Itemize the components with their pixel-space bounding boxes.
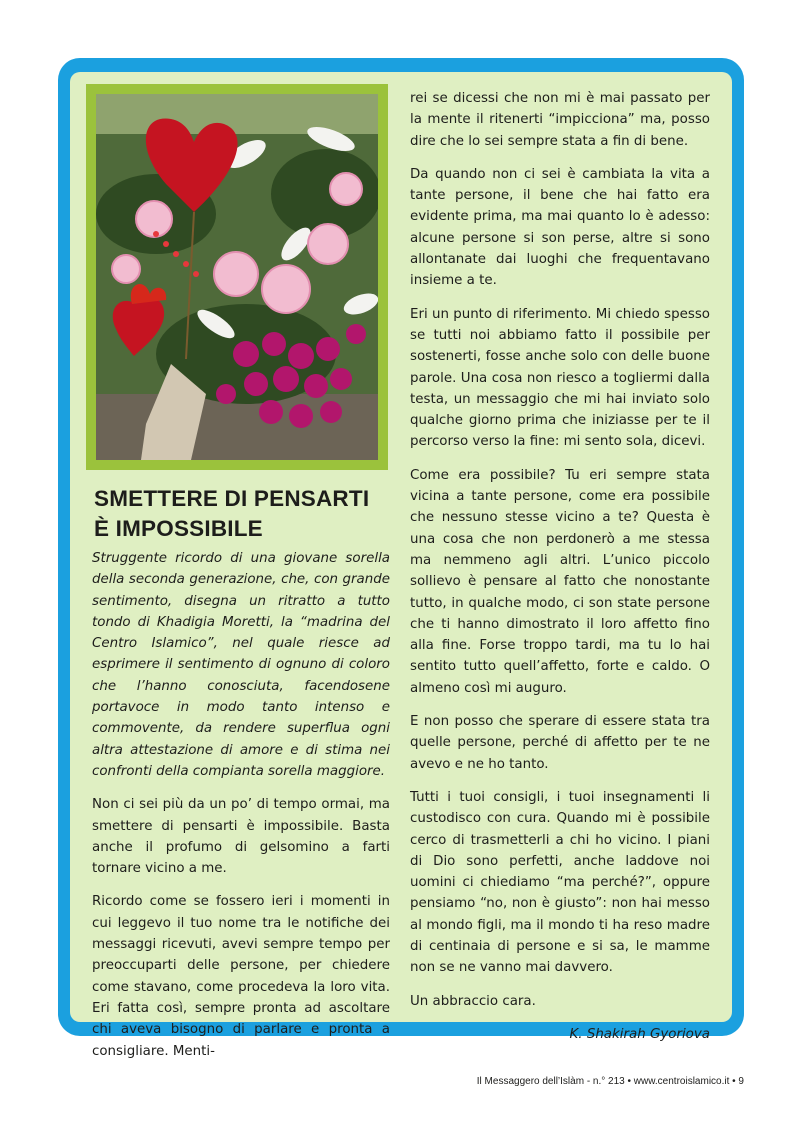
author-signature: K. Shakirah Gyoriova: [569, 1026, 710, 1042]
article-title: [94, 484, 394, 544]
flowers-heart-image: [96, 94, 378, 460]
body-paragraph: Come era possibile? Tu eri sempre stata vicina a tante persone, come era possibile che nessuno stesse vicino a te? Questa è una cosa che non perdonerò a me stessa ma nemmeno agli altri. L’unico piccolo sollievo è pensare al fatto che nonostante tutto, in qualche modo, ci son state persone che ti hanno dimostrato il loro affetto fino alla fine. Forse troppo tardi, ma tu lo hai sentito tutto quell’affetto, forte e caldo. O almeno così mi auguro.: [410, 467, 710, 696]
page-footer: Il Messaggero dell’Islàm - n.° 213 • www.centroislamico.it • 9: [476, 1076, 744, 1087]
article-lead: Struggente ricordo di una giovane sorella della seconda generazione, che, con grande sentimento, disegna un ritratto a tutto tondo di Khadigia Moretti, la “madrina del Centro Islamico”, nel quale riesce ad esprimere il sentimento di ognuno di coloro che l’hanno conosciuta, facendosene portavoce in modo tanto intenso e commovente, da rendere superflua ogni altra attestazione di amore e di stima nei confronti della compianta sorella maggiore.: [92, 551, 390, 779]
flower-photo: [86, 84, 388, 470]
body-paragraph: Un abbraccio cara.: [410, 993, 536, 1009]
body-paragraph: Tutti i tuoi consigli, i tuoi insegnamenti li custodisco con cura. Quando mi è possibile cerco di trasmetterli a chi ho vicino. I piani di Dio sono perfetti, anche laddove noi uomini ci chiediamo “ma perché?”, oppure pensiamo “no, non è giusto”: non hai messo al mondo figli, ma il mondo ti ha reso madre di centinaia di persone e si sa, le mamme non se ne vanno mai davvero.: [410, 789, 710, 976]
body-paragraph: Ricordo come se fossero ieri i momenti in cui leggevo il tuo nome tra le notifiche dei messaggi ricevuti, avevi sempre tempo per preoccuparti delle persone, per chiedere come stavano, come procedeva la loro vita. Eri fatta così, sempre pronta ad ascoltare chi aveva bisogno di parlare e pronta a consigliare. Menti-: [92, 894, 390, 1059]
article-column-right: [410, 88, 710, 1057]
body-paragraph: Eri un punto di riferimento. Mi chiedo spesso se tutti noi abbiamo fatto il possibile per sostenerti, fosse anche solo con delle buone parole. Una cosa non riesco a togliermi dalla testa, un messaggio che mi hai inviato solo qualche giorno prima che iniziasse per te il percorso verso la fine: mi sento sola, dicevi.: [410, 306, 710, 450]
body-paragraph: Non ci sei più da un po’ di tempo ormai, ma smettere di pensarti è impossibile. Basta anche il profumo di gelsomino a farti tornare vicino a me.: [92, 797, 390, 877]
body-paragraph: rei se dicessi che non mi è mai passato per la mente il ritenerti “impicciona” ma, posso dire che lo sei sempre stata a fin di bene.: [410, 91, 710, 149]
body-paragraph: Da quando non ci sei è cambiata la vita a tante persone, il bene che hai fatto era evidente prima, ma mai quanto lo è adesso: alcune persone si son perse, altre si sono allontanate dai luoghi che frequentavano insieme a te.: [410, 166, 710, 289]
article-title-line-2: È IMPOSSIBILE: [94, 516, 263, 541]
article-column-left: [92, 548, 390, 1074]
article-title-line-1: SMETTERE DI PENSARTI: [94, 486, 370, 511]
body-paragraph: E non posso che sperare di essere stata tra quelle persone, perché di affetto per te ne avevo e ne ho tanto.: [410, 714, 710, 772]
